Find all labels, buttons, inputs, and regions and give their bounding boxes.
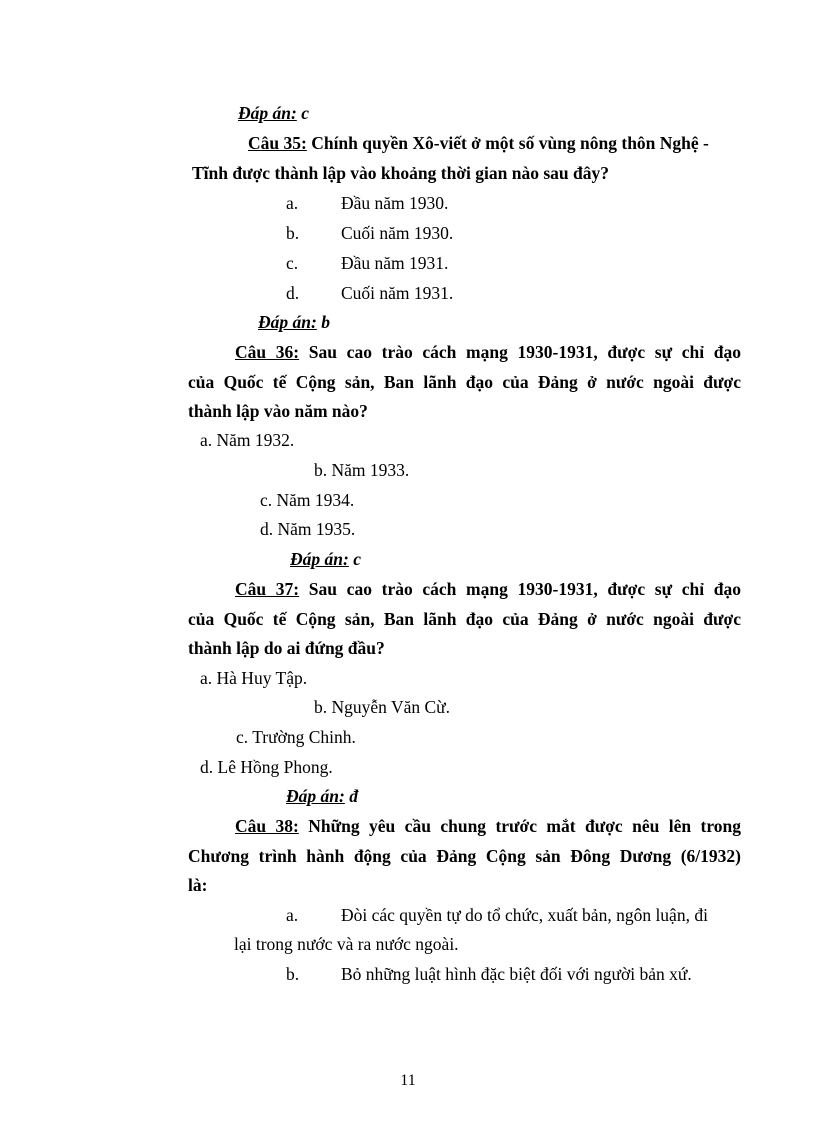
option-text: Năm 1935. (277, 519, 356, 539)
option-letter: a. (286, 193, 299, 213)
question-36-line2: của Quốc tế Cộng sản, Ban lãnh đạo của Đảng ở nước ngoài được (188, 372, 741, 392)
answer-value: b (321, 312, 330, 332)
option-letter: c. (260, 490, 273, 510)
question-text: Chính quyền Xô-viết ở một số vùng nông thôn Nghệ - (311, 133, 709, 153)
option-text: Trường Chinh. (252, 727, 356, 747)
option-text: Hà Huy Tập. (216, 668, 308, 688)
question-37-line1 (188, 578, 741, 600)
option-37-c (236, 726, 356, 748)
question-38-line3: là: (188, 875, 208, 895)
question-37-line2: của Quốc tế Cộng sản, Ban lãnh đạo của Đảng ở nước ngoài được (188, 609, 741, 629)
option-letter: c. (236, 727, 249, 747)
option-letter: a. (286, 905, 299, 925)
answer-label: Đáp án: (290, 549, 349, 569)
page-number: 11 (400, 1072, 416, 1089)
question-35-line2: Tĩnh được thành lập vào khoảng thời gian nào sau đây? (192, 163, 609, 183)
question-text: Sau cao trào cách mạng 1930-1931, được sự chỉ đạo (308, 579, 741, 599)
option-letter: b. (286, 223, 300, 243)
option-text: Lê Hồng Phong. (217, 757, 333, 777)
question-37-line3: thành lập do ai đứng đầu? (188, 638, 385, 658)
option-36-b (314, 459, 409, 481)
option-text: Cuối năm 1930. (341, 223, 454, 243)
option-letter: b. (314, 460, 328, 480)
answer-line-37 (286, 785, 358, 807)
option-text: Bỏ những luật hình đặc biệt đối với người bản xứ. (341, 964, 692, 984)
option-37-b (314, 696, 450, 718)
option-text: Cuối năm 1931. (341, 283, 454, 303)
answer-label: Đáp án: (286, 786, 345, 806)
option-text: Năm 1932. (216, 430, 295, 450)
question-number: Câu 36: (235, 342, 300, 362)
option-letter: d. (286, 283, 300, 303)
option-36-a (200, 429, 294, 451)
option-38-a-continuation: lại trong nước và ra nước ngoài. (234, 934, 459, 954)
option-text: Nguyễn Văn Cừ. (331, 697, 451, 717)
option-37-a (200, 667, 307, 689)
question-number: Câu 38: (235, 816, 299, 836)
option-text: Năm 1933. (331, 460, 410, 480)
option-letter: c. (286, 253, 299, 273)
question-38-line1 (188, 815, 741, 837)
option-letter: d. (200, 757, 214, 777)
answer-value: đ (349, 786, 358, 806)
option-text: Đầu năm 1930. (341, 193, 449, 213)
answer-value: c (353, 549, 361, 569)
option-36-c (260, 489, 354, 511)
option-letter: a. (200, 430, 213, 450)
option-letter: b. (314, 697, 328, 717)
question-36-line1 (188, 341, 741, 363)
option-text: Năm 1934. (276, 490, 355, 510)
answer-value: c (301, 103, 309, 123)
option-letter: a. (200, 668, 213, 688)
question-number: Câu 35: (248, 133, 307, 153)
answer-label: Đáp án: (238, 103, 297, 123)
question-number: Câu 37: (235, 579, 300, 599)
question-38-line2: Chương trình hành động của Đảng Cộng sản Đông Dương (6/1932) (188, 846, 741, 866)
answer-line-36 (290, 548, 361, 570)
answer-line-35 (258, 311, 330, 333)
question-text: Sau cao trào cách mạng 1930-1931, được sự chỉ đạo (308, 342, 741, 362)
answer-line-34 (238, 102, 309, 124)
question-36-line3: thành lập vào năm nào? (188, 401, 368, 421)
option-letter: d. (260, 519, 274, 539)
option-text: Đầu năm 1931. (341, 253, 449, 273)
answer-label: Đáp án: (258, 312, 317, 332)
option-36-d (260, 518, 355, 540)
question-text: Những yêu cầu chung trước mắt được nêu lên trong (308, 816, 741, 836)
option-text: Đòi các quyền tự do tổ chức, xuất bản, ngôn luận, đi (341, 905, 708, 925)
option-37-d (200, 756, 333, 778)
option-letter: b. (286, 964, 300, 984)
question-35-line1 (248, 132, 709, 154)
